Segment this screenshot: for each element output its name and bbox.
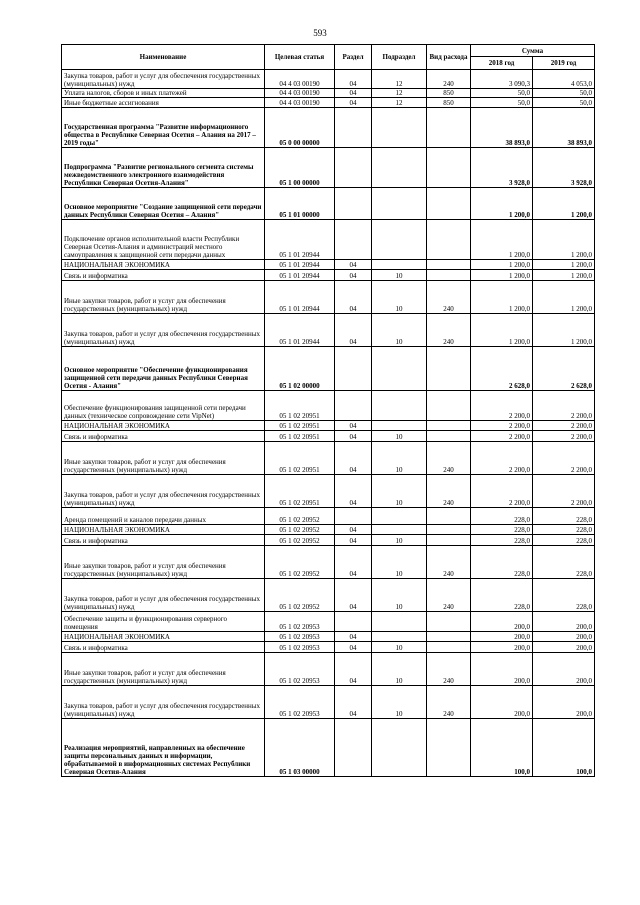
header-sum: Сумма — [471, 45, 595, 57]
cell-subsection — [372, 347, 427, 391]
cell-sum-2018: 2 200,0 — [471, 431, 533, 442]
cell-sum-2019: 2 200,0 — [533, 442, 595, 475]
cell-expense-type: 240 — [427, 442, 471, 475]
cell-target: 05 1 02 20951 — [265, 475, 335, 508]
table-row — [62, 260, 595, 270]
cell-sum-2019: 200,0 — [533, 642, 595, 653]
cell-subsection — [372, 508, 427, 525]
cell-sum-2018: 1 200,0 — [471, 260, 533, 270]
cell-sum-2018: 1 200,0 — [471, 270, 533, 281]
cell-name: НАЦИОНАЛЬНАЯ ЭКОНОМИКА — [62, 525, 265, 535]
cell-expense-type: 240 — [427, 475, 471, 508]
cell-target: 05 1 02 20951 — [265, 421, 335, 431]
cell-subsection: 10 — [372, 281, 427, 314]
cell-expense-type — [427, 508, 471, 525]
cell-expense-type — [427, 148, 471, 188]
cell-target: 05 1 02 20953 — [265, 653, 335, 686]
cell-section: 04 — [335, 642, 372, 653]
cell-section: 04 — [335, 89, 372, 98]
cell-target: 05 1 02 20953 — [265, 612, 335, 632]
cell-subsection — [372, 719, 427, 777]
cell-name: Иные бюджетные ассигнования — [62, 98, 265, 108]
cell-sum-2018: 3 928,0 — [471, 148, 533, 188]
table-row — [62, 535, 595, 546]
cell-sum-2018: 2 200,0 — [471, 391, 533, 421]
cell-sum-2018: 228,0 — [471, 535, 533, 546]
cell-section — [335, 108, 372, 148]
cell-target: 05 1 01 20944 — [265, 281, 335, 314]
cell-sum-2018: 2 200,0 — [471, 442, 533, 475]
cell-section: 04 — [335, 431, 372, 442]
cell-section: 04 — [335, 270, 372, 281]
table-row — [62, 579, 595, 612]
cell-sum-2019: 100,0 — [533, 719, 595, 777]
cell-expense-type — [427, 391, 471, 421]
cell-name: НАЦИОНАЛЬНАЯ ЭКОНОМИКА — [62, 632, 265, 642]
cell-sum-2018: 228,0 — [471, 525, 533, 535]
cell-sum-2018: 200,0 — [471, 653, 533, 686]
cell-sum-2018: 1 200,0 — [471, 220, 533, 260]
table-header — [62, 45, 595, 70]
cell-subsection: 10 — [372, 686, 427, 719]
cell-sum-2019: 4 053,0 — [533, 70, 595, 89]
cell-sum-2019: 228,0 — [533, 546, 595, 579]
cell-subsection — [372, 391, 427, 421]
cell-target: 05 1 01 20944 — [265, 314, 335, 347]
cell-target: 05 1 02 20953 — [265, 686, 335, 719]
cell-subsection: 12 — [372, 98, 427, 108]
cell-subsection: 10 — [372, 579, 427, 612]
cell-sum-2019: 2 200,0 — [533, 421, 595, 431]
cell-section: 04 — [335, 281, 372, 314]
cell-sum-2019: 38 893,0 — [533, 108, 595, 148]
cell-section: 04 — [335, 70, 372, 89]
cell-expense-type: 240 — [427, 579, 471, 612]
cell-section: 04 — [335, 653, 372, 686]
cell-target: 05 1 01 20944 — [265, 220, 335, 260]
cell-section — [335, 220, 372, 260]
cell-expense-type: 240 — [427, 686, 471, 719]
cell-target: 05 1 02 20952 — [265, 535, 335, 546]
cell-section — [335, 148, 372, 188]
cell-subsection: 12 — [372, 70, 427, 89]
cell-target: 05 1 02 20952 — [265, 508, 335, 525]
table-row — [62, 431, 595, 442]
cell-name: Закупка товаров, работ и услуг для обеспечения государственных (муниципальных) нужд — [62, 579, 265, 612]
cell-section: 04 — [335, 535, 372, 546]
cell-sum-2018: 50,0 — [471, 98, 533, 108]
cell-name: Подключение органов исполнительной власти Республики Северная Осетия-Алания и администраций местного самоуправления к защищенной сети передачи данных — [62, 220, 265, 260]
cell-subsection — [372, 188, 427, 220]
cell-section: 04 — [335, 442, 372, 475]
cell-section — [335, 391, 372, 421]
table-row — [62, 719, 595, 777]
table-row — [62, 281, 595, 314]
cell-section — [335, 612, 372, 632]
cell-target: 05 1 02 20952 — [265, 579, 335, 612]
cell-sum-2019: 2 200,0 — [533, 475, 595, 508]
page-number: 593 — [313, 28, 327, 38]
cell-subsection: 10 — [372, 475, 427, 508]
cell-target: 05 1 01 00000 — [265, 188, 335, 220]
cell-expense-type: 240 — [427, 70, 471, 89]
table-row — [62, 220, 595, 260]
cell-sum-2019: 200,0 — [533, 632, 595, 642]
table-row — [62, 686, 595, 719]
table-row — [62, 642, 595, 653]
cell-section: 04 — [335, 98, 372, 108]
cell-expense-type — [427, 347, 471, 391]
cell-name: Основное мероприятие "Создание защищенной сети передачи данных Республики Северная Осетия – Алания" — [62, 188, 265, 220]
cell-target: 05 0 00 00000 — [265, 108, 335, 148]
cell-target: 05 1 02 20953 — [265, 642, 335, 653]
table-row — [62, 546, 595, 579]
cell-section: 04 — [335, 579, 372, 612]
cell-sum-2018: 2 628,0 — [471, 347, 533, 391]
header-name: Наименование — [62, 45, 265, 70]
header-year-2019: 2019 год — [533, 57, 595, 70]
table-row — [62, 442, 595, 475]
cell-sum-2019: 200,0 — [533, 653, 595, 686]
cell-expense-type — [427, 525, 471, 535]
cell-sum-2018: 2 200,0 — [471, 475, 533, 508]
table-row — [62, 508, 595, 525]
cell-name: Основное мероприятие "Обеспечение функционирования защищенной сети передачи данных Республики Северная Осетия - Алания" — [62, 347, 265, 391]
cell-subsection: 10 — [372, 270, 427, 281]
table-row — [62, 347, 595, 391]
cell-section — [335, 508, 372, 525]
cell-target: 05 1 03 00000 — [265, 719, 335, 777]
cell-name: НАЦИОНАЛЬНАЯ ЭКОНОМИКА — [62, 421, 265, 431]
cell-section: 04 — [335, 632, 372, 642]
cell-sum-2018: 200,0 — [471, 632, 533, 642]
cell-sum-2019: 228,0 — [533, 508, 595, 525]
cell-target: 05 1 02 20953 — [265, 632, 335, 642]
cell-sum-2019: 50,0 — [533, 98, 595, 108]
cell-sum-2019: 2 200,0 — [533, 391, 595, 421]
cell-sum-2018: 50,0 — [471, 89, 533, 98]
cell-sum-2019: 1 200,0 — [533, 270, 595, 281]
cell-sum-2019: 200,0 — [533, 612, 595, 632]
cell-expense-type: 240 — [427, 314, 471, 347]
cell-subsection — [372, 108, 427, 148]
header-subsection: Подраздел — [372, 45, 427, 70]
cell-expense-type — [427, 431, 471, 442]
cell-sum-2019: 3 928,0 — [533, 148, 595, 188]
cell-section: 04 — [335, 686, 372, 719]
cell-expense-type — [427, 270, 471, 281]
cell-target: 04 4 03 00190 — [265, 98, 335, 108]
cell-expense-type — [427, 421, 471, 431]
cell-name: Обеспечение функционирования защищенной сети передачи данных (техническое сопровождение сети VipNet) — [62, 391, 265, 421]
cell-sum-2019: 228,0 — [533, 525, 595, 535]
cell-section: 04 — [335, 421, 372, 431]
cell-sum-2019: 228,0 — [533, 535, 595, 546]
cell-name: Закупка товаров, работ и услуг для обеспечения государственных (муниципальных) нужд — [62, 475, 265, 508]
cell-expense-type — [427, 719, 471, 777]
table-row — [62, 98, 595, 108]
cell-section — [335, 347, 372, 391]
table-row — [62, 612, 595, 632]
cell-target: 04 4 03 00190 — [265, 70, 335, 89]
cell-expense-type — [427, 535, 471, 546]
cell-sum-2019: 200,0 — [533, 686, 595, 719]
table-row — [62, 148, 595, 188]
cell-section: 04 — [335, 260, 372, 270]
cell-sum-2019: 1 200,0 — [533, 314, 595, 347]
cell-sum-2019: 1 200,0 — [533, 188, 595, 220]
cell-sum-2019: 228,0 — [533, 579, 595, 612]
cell-target: 04 4 03 00190 — [265, 89, 335, 98]
cell-sum-2018: 228,0 — [471, 579, 533, 612]
cell-expense-type — [427, 108, 471, 148]
cell-sum-2018: 200,0 — [471, 642, 533, 653]
cell-expense-type — [427, 612, 471, 632]
table-row — [62, 391, 595, 421]
cell-name: Реализация мероприятий, направленных на обеспечение защиты персональных данных и информации, обрабатываемой в информационных системах Республики Северная Осетия-Алания — [62, 719, 265, 777]
cell-name: Иные закупки товаров, работ и услуг для обеспечения государственных (муниципальных) нужд — [62, 546, 265, 579]
cell-section — [335, 188, 372, 220]
cell-section — [335, 719, 372, 777]
cell-name: Аренда помещений и каналов передачи данных — [62, 508, 265, 525]
cell-subsection — [372, 148, 427, 188]
cell-name: Государственная программа "Развитие информационного общества в Республике Северная Осетия – Алания на 2017 – 2019 годы" — [62, 108, 265, 148]
table-row — [62, 188, 595, 220]
cell-expense-type — [427, 220, 471, 260]
cell-expense-type: 240 — [427, 281, 471, 314]
cell-subsection — [372, 632, 427, 642]
cell-target: 05 1 02 20952 — [265, 525, 335, 535]
cell-target: 05 1 02 20951 — [265, 391, 335, 421]
cell-name: Уплата налогов, сборов и иных платежей — [62, 89, 265, 98]
cell-name: Связь и информатика — [62, 270, 265, 281]
cell-name: Иные закупки товаров, работ и услуг для обеспечения государственных (муниципальных) нужд — [62, 442, 265, 475]
cell-sum-2018: 228,0 — [471, 546, 533, 579]
cell-sum-2018: 1 200,0 — [471, 188, 533, 220]
cell-sum-2019: 1 200,0 — [533, 260, 595, 270]
cell-target: 05 1 00 00000 — [265, 148, 335, 188]
header-section: Раздел — [335, 45, 372, 70]
cell-target: 05 1 02 20952 — [265, 546, 335, 579]
table-row — [62, 475, 595, 508]
cell-sum-2019: 2 628,0 — [533, 347, 595, 391]
cell-sum-2019: 1 200,0 — [533, 281, 595, 314]
cell-expense-type — [427, 642, 471, 653]
table-body — [62, 70, 595, 777]
cell-section: 04 — [335, 525, 372, 535]
cell-subsection: 10 — [372, 653, 427, 686]
cell-name: Закупка товаров, работ и услуг для обеспечения государственных (муниципальных) нужд — [62, 314, 265, 347]
cell-name: Закупка товаров, работ и услуг для обеспечения государственных (муниципальных) нужд — [62, 70, 265, 89]
cell-sum-2018: 2 200,0 — [471, 421, 533, 431]
cell-expense-type: 850 — [427, 89, 471, 98]
cell-subsection: 12 — [372, 89, 427, 98]
cell-target: 05 1 02 00000 — [265, 347, 335, 391]
cell-sum-2019: 50,0 — [533, 89, 595, 98]
cell-sum-2018: 1 200,0 — [471, 281, 533, 314]
cell-subsection: 10 — [372, 642, 427, 653]
cell-subsection: 10 — [372, 546, 427, 579]
table-row — [62, 653, 595, 686]
header-expense-type: Вид расхода — [427, 45, 471, 70]
cell-name: Подпрограмма "Развитие регионального сегмента системы межведомственного электронного взаимодействия Республики Северная Осетия-Алания" — [62, 148, 265, 188]
cell-name: Закупка товаров, работ и услуг для обеспечения государственных (муниципальных) нужд — [62, 686, 265, 719]
cell-subsection — [372, 220, 427, 260]
cell-sum-2018: 200,0 — [471, 686, 533, 719]
cell-expense-type — [427, 188, 471, 220]
table-row — [62, 270, 595, 281]
cell-name: НАЦИОНАЛЬНАЯ ЭКОНОМИКА — [62, 260, 265, 270]
table-row — [62, 108, 595, 148]
cell-sum-2018: 100,0 — [471, 719, 533, 777]
cell-subsection — [372, 260, 427, 270]
cell-sum-2018: 228,0 — [471, 508, 533, 525]
cell-target: 05 1 01 20944 — [265, 270, 335, 281]
table-row — [62, 632, 595, 642]
cell-section: 04 — [335, 314, 372, 347]
cell-expense-type: 240 — [427, 653, 471, 686]
cell-subsection — [372, 525, 427, 535]
cell-subsection: 10 — [372, 535, 427, 546]
cell-sum-2019: 1 200,0 — [533, 220, 595, 260]
cell-section: 04 — [335, 546, 372, 579]
cell-subsection — [372, 421, 427, 431]
budget-table — [61, 44, 595, 777]
cell-target: 05 1 01 20944 — [265, 260, 335, 270]
table-row — [62, 525, 595, 535]
cell-name: Иные закупки товаров, работ и услуг для обеспечения государственных (муниципальных) нужд — [62, 281, 265, 314]
cell-subsection — [372, 612, 427, 632]
cell-target: 05 1 02 20951 — [265, 431, 335, 442]
cell-expense-type: 240 — [427, 546, 471, 579]
cell-expense-type: 850 — [427, 98, 471, 108]
table-row — [62, 70, 595, 89]
cell-sum-2018: 38 893,0 — [471, 108, 533, 148]
cell-sum-2018: 3 090,3 — [471, 70, 533, 89]
header-year-2018: 2018 год — [471, 57, 533, 70]
cell-subsection: 10 — [372, 314, 427, 347]
cell-sum-2018: 1 200,0 — [471, 314, 533, 347]
cell-sum-2018: 200,0 — [471, 612, 533, 632]
cell-target: 05 1 02 20951 — [265, 442, 335, 475]
header-target: Целевая статья — [265, 45, 335, 70]
cell-name: Связь и информатика — [62, 535, 265, 546]
cell-expense-type — [427, 260, 471, 270]
cell-section: 04 — [335, 475, 372, 508]
table-row — [62, 421, 595, 431]
cell-subsection: 10 — [372, 431, 427, 442]
table-row — [62, 89, 595, 98]
cell-sum-2019: 2 200,0 — [533, 431, 595, 442]
cell-name: Обеспечение защиты и функционирования серверного помещения — [62, 612, 265, 632]
cell-subsection: 10 — [372, 442, 427, 475]
cell-expense-type — [427, 632, 471, 642]
cell-name: Связь и информатика — [62, 642, 265, 653]
table-row — [62, 314, 595, 347]
cell-name: Иные закупки товаров, работ и услуг для обеспечения государственных (муниципальных) нужд — [62, 653, 265, 686]
cell-name: Связь и информатика — [62, 431, 265, 442]
